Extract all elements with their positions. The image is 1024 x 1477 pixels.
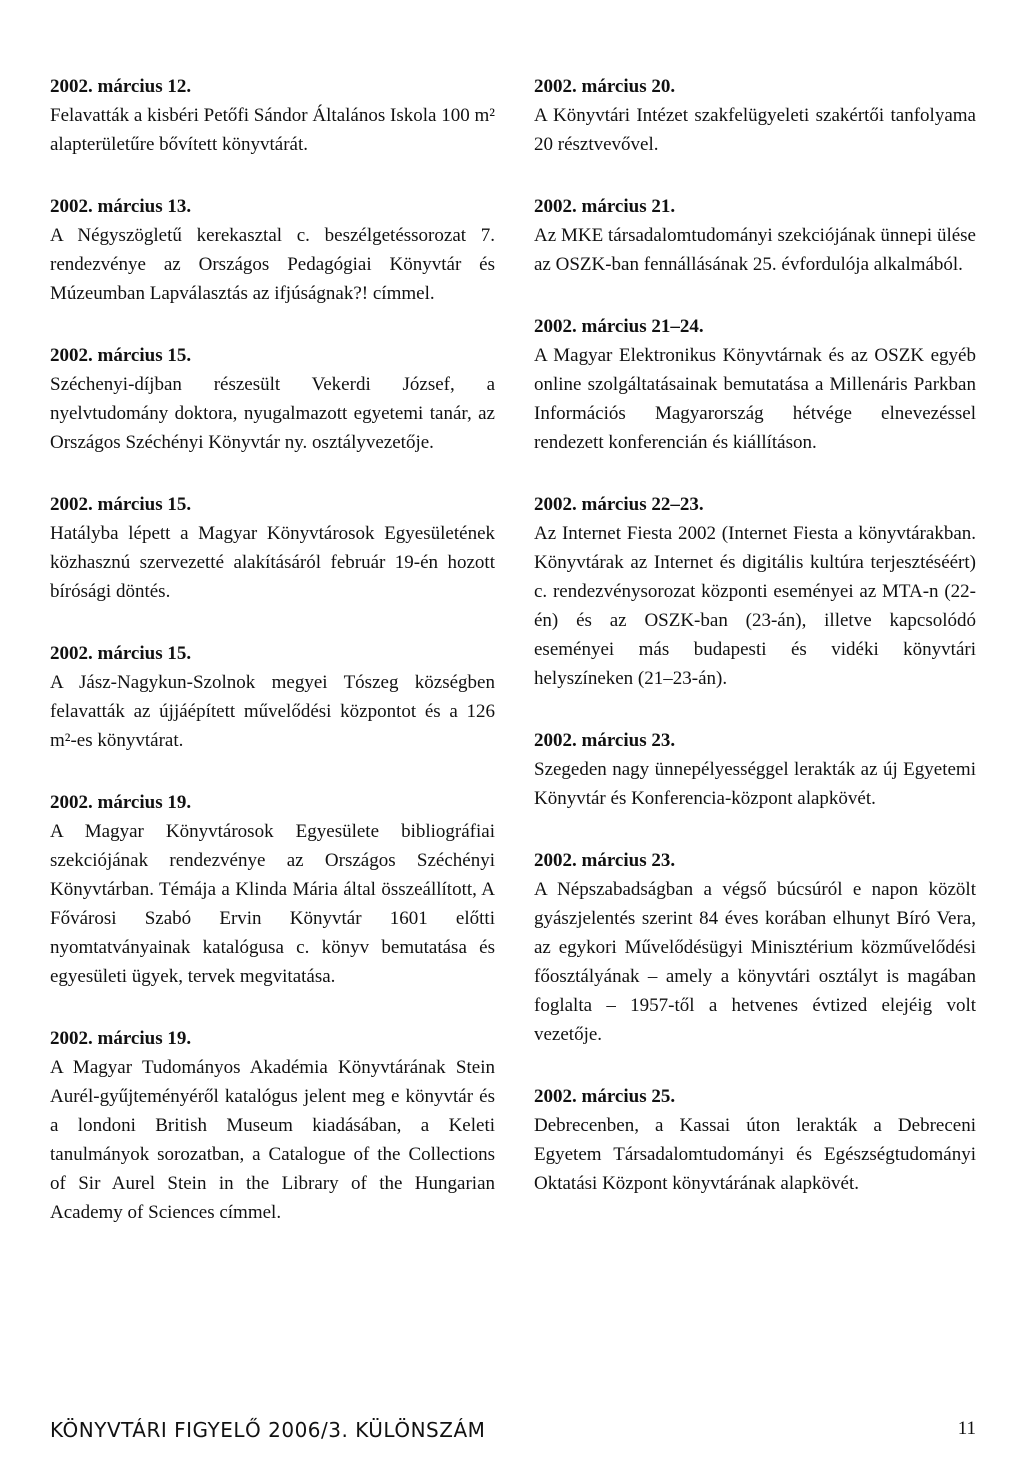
chronology-entry xyxy=(50,788,495,991)
page-number: 11 xyxy=(957,1418,976,1439)
entry-date: 2002. március 15. xyxy=(50,494,192,515)
entry-text: A Könyvtári Intézet szakfelügyeleti szakértői tanfolyama 20 résztvevővel. xyxy=(534,105,976,155)
entry-date: 2002. március 15. xyxy=(50,345,192,366)
chronology-entry xyxy=(534,726,976,813)
journal-title: KÖNYVTÁRI FIGYELŐ 2006/3. KÜLÖNSZÁM xyxy=(50,1418,486,1442)
entry-date: 2002. március 19. xyxy=(50,1028,192,1049)
chronology-entry xyxy=(50,1024,495,1227)
entry-date: 2002. március 23. xyxy=(534,730,676,751)
entry-text: A Magyar Könyvtárosok Egyesülete bibliográfiai szekciójának rendezvénye az Országos Széchényi Könyvtárban. Témája a Klinda Mária által összeállított, A Fővárosi Szabó Ervin Könyvtár 1601 előtti nyomtatványainak katalógusa c. könyv bemutatása és egyesületi ügyek, tervek megvitatása. xyxy=(50,821,495,987)
page-footer xyxy=(50,1418,976,1446)
entry-date: 2002. március 25. xyxy=(534,1086,676,1107)
chronology-entry xyxy=(50,341,495,457)
chronology-entry xyxy=(534,1082,976,1198)
chronology-entry xyxy=(50,490,495,606)
chronology-entry xyxy=(534,72,976,159)
entry-text: A Magyar Elektronikus Könyvtárnak és az OSZK egyéb online szolgáltatásainak bemutatása a Millenáris Parkban Információs Magyarország hétvége elnevezéssel rendezett konferencián és kiállításon. xyxy=(534,345,976,453)
chronology-entry xyxy=(534,846,976,1049)
entry-text: Szegeden nagy ünnepélyességgel lerakták az új Egyetemi Könyvtár és Konferencia-központ alapkövét. xyxy=(534,759,976,809)
entry-date: 2002. március 13. xyxy=(50,196,192,217)
entry-date: 2002. március 22–23. xyxy=(534,494,704,515)
entry-date: 2002. március 21. xyxy=(534,196,676,217)
chronology-entry xyxy=(534,312,976,457)
chronology-entry xyxy=(50,192,495,308)
right-column xyxy=(534,72,976,1231)
entry-text: A Népszabadságban a végső búcsúról e napon közölt gyászjelentés szerint 84 éves korában elhunyt Bíró Vera, az egykori Művelődésügyi Minisztérium közművelődési főosztályának – amely a könyvtári osztályt is magában foglalta – 1957-től a hetvenes évtized elejéig volt vezetője. xyxy=(534,879,976,1045)
entry-date: 2002. március 12. xyxy=(50,76,192,97)
entry-text: Az MKE társadalomtudományi szekciójának ünnepi ülése az OSZK-ban fennállásának 25. évfordulója alkalmából. xyxy=(534,225,976,275)
entry-date: 2002. március 19. xyxy=(50,792,192,813)
entry-date: 2002. március 23. xyxy=(534,850,676,871)
chronology-entry xyxy=(50,639,495,755)
entry-date: 2002. március 15. xyxy=(50,643,192,664)
entry-text: Hatályba lépett a Magyar Könyvtárosok Egyesületének közhasznú szervezetté alakításáról február 19-én hozott bírósági döntés. xyxy=(50,523,495,602)
entry-text: Debrecenben, a Kassai úton lerakták a Debreceni Egyetem Társadalomtudományi és Egészségtudományi Oktatási Központ könyvtárának alapkövét. xyxy=(534,1115,976,1194)
entry-date: 2002. március 21–24. xyxy=(534,316,704,337)
chronology-entry xyxy=(534,490,976,693)
entry-text: A Jász-Nagykun-Szolnok megyei Tószeg községben felavatták az újjáépített művelődési központot és a 126 m²-es könyvtárat. xyxy=(50,672,495,751)
chronology-entry xyxy=(50,72,495,159)
entry-text: Felavatták a kisbéri Petőfi Sándor Általános Iskola 100 m² alapterületűre bővített könyvtárát. xyxy=(50,105,495,155)
entry-date: 2002. március 20. xyxy=(534,76,676,97)
entry-text: Széchenyi-díjban részesült Vekerdi József, a nyelvtudomány doktora, nyugalmazott egyetemi tanár, az Országos Széchényi Könyvtár ny. osztályvezetője. xyxy=(50,374,495,453)
entry-text: A Négyszögletű kerekasztal c. beszélgetéssorozat 7. rendezvénye az Országos Pedagógiai Könyvtár és Múzeumban Lapválasztás az ifjúságnak?! címmel. xyxy=(50,225,495,304)
chronology-entry xyxy=(534,192,976,279)
left-column xyxy=(50,72,495,1260)
entry-text: Az Internet Fiesta 2002 (Internet Fiesta a könyvtárakban. Könyvtárak az Internet és digitális kultúra terjesztéséért) c. rendezvénysorozat központi eseményei az MTA-n (22-én) és az OSZK-ban (23-án), illetve kapcsolódó eseményei más budapesti és vidéki könyvtári helyszíneken (21–23-án). xyxy=(534,523,976,689)
entry-text: A Magyar Tudományos Akadémia Könyvtárának Stein Aurél-gyűjteményéről katalógus jelent meg e könyvtár és a londoni British Museum kiadásában, a Keleti tanulmányok sorozatban, a Catalogue of the Collections of Sir Aurel Stein in the Library of the Hungarian Academy of Sciences címmel. xyxy=(50,1057,495,1223)
